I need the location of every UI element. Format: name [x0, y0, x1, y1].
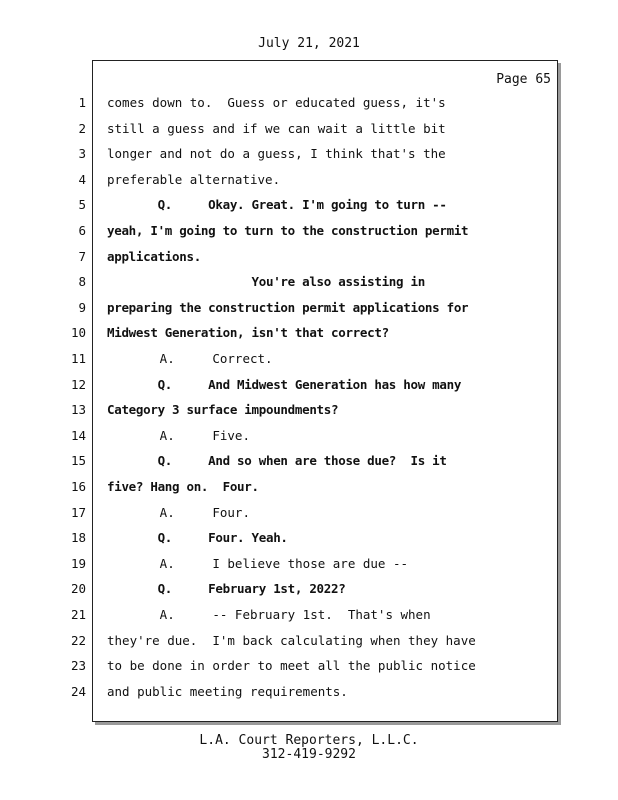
line-number: 23 — [70, 658, 86, 673]
transcript-line: A. I believe those are due -- — [107, 556, 409, 571]
line-number: 8 — [78, 274, 86, 289]
transcript-line: to be done in order to meet all the public notice — [107, 658, 476, 673]
transcript-line: still a guess and if we can wait a little bit — [107, 121, 446, 136]
transcript-line: comes down to. Guess or educated guess, it's — [107, 95, 446, 110]
page-number: Page 65 — [496, 72, 551, 87]
line-number: 10 — [70, 325, 86, 340]
line-number: 15 — [70, 453, 86, 468]
line-number: 20 — [70, 581, 86, 596]
transcript-line: You're also assisting in — [107, 274, 425, 289]
transcript-line: Q. Okay. Great. I'm going to turn -- — [107, 197, 447, 212]
transcript-line: Q. Four. Yeah. — [107, 530, 288, 545]
line-number: 7 — [78, 249, 86, 264]
transcript-line: A. Five. — [107, 428, 250, 443]
line-number: 3 — [78, 146, 86, 161]
line-number: 21 — [70, 607, 86, 622]
transcript-line: Q. And so when are those due? Is it — [107, 453, 447, 468]
line-number: 12 — [70, 377, 86, 392]
transcript-line: longer and not do a guess, I think that's the — [107, 146, 446, 161]
line-number: 1 — [78, 95, 86, 110]
transcript-line: A. Four. — [107, 505, 250, 520]
line-number: 2 — [78, 121, 86, 136]
transcript-line: five? Hang on. Four. — [107, 479, 259, 494]
transcript-line: Category 3 surface impoundments? — [107, 402, 339, 417]
line-number: 13 — [70, 402, 86, 417]
line-number: 11 — [70, 351, 86, 366]
line-number: 6 — [78, 223, 86, 238]
transcript-line: yeah, I'm going to turn to the construction permit — [107, 223, 469, 238]
transcript-line: applications. — [107, 249, 201, 264]
line-number: 4 — [78, 172, 86, 187]
transcript-line: preparing the construction permit applications for — [107, 300, 469, 315]
transcript-line: Q. And Midwest Generation has how many — [107, 377, 462, 392]
line-number: 16 — [70, 479, 86, 494]
line-number: 24 — [70, 684, 86, 699]
transcript-line: A. -- February 1st. That's when — [107, 607, 431, 622]
line-number: 17 — [70, 505, 86, 520]
line-number: 19 — [70, 556, 86, 571]
transcript-line: preferable alternative. — [107, 172, 281, 187]
transcript-line: they're due. I'm back calculating when they have — [107, 633, 476, 648]
line-number: 18 — [70, 530, 86, 545]
reporter-company: L.A. Court Reporters, L.L.C. — [199, 733, 419, 748]
line-number: 5 — [78, 197, 86, 212]
line-number: 22 — [70, 633, 86, 648]
transcript-line: and public meeting requirements. — [107, 684, 348, 699]
transcript-line: A. Correct. — [107, 351, 273, 366]
transcript-line: Q. February 1st, 2022? — [107, 581, 346, 596]
line-number: 9 — [78, 300, 86, 315]
transcript-line: Midwest Generation, isn't that correct? — [107, 325, 389, 340]
reporter-phone: 312-419-9292 — [262, 747, 356, 762]
transcript-date: July 21, 2021 — [258, 36, 360, 51]
line-number: 14 — [70, 428, 86, 443]
